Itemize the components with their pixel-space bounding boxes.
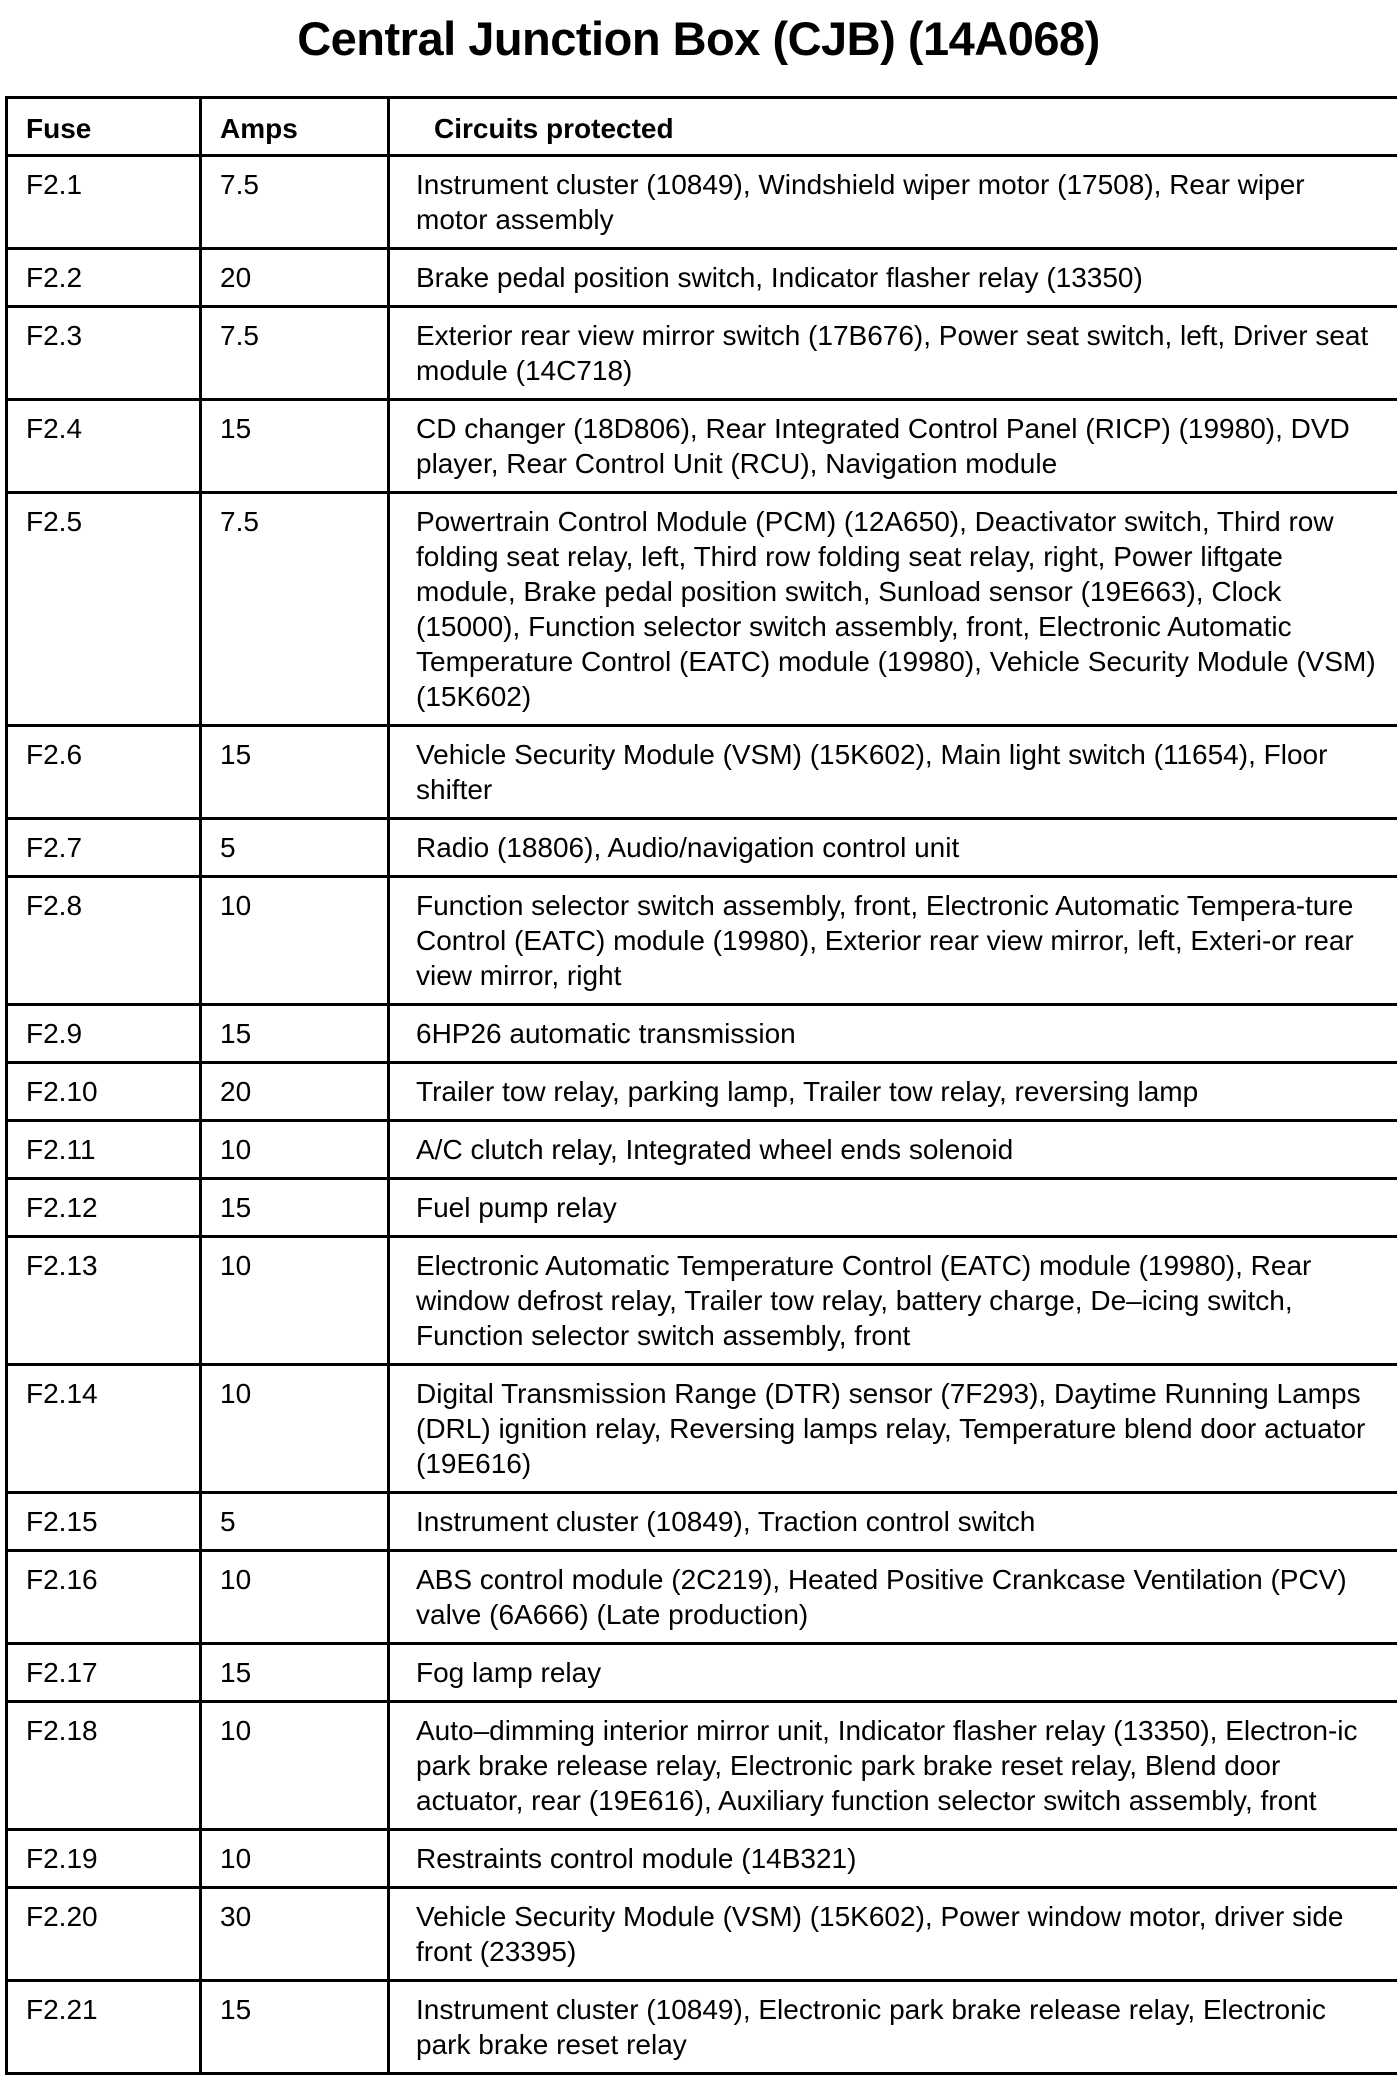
table-body (7, 156, 1397, 2074)
amps-cell: 5 (201, 1493, 389, 1551)
table-row (7, 1888, 1397, 1981)
circuits-cell: Restraints control module (14B321) (389, 1830, 1397, 1888)
circuits-cell: Trailer tow relay, parking lamp, Trailer tow relay, reversing lamp (389, 1063, 1397, 1121)
table-row (7, 249, 1397, 307)
table-row (7, 819, 1397, 877)
fuse-cell: F2.16 (7, 1551, 201, 1644)
amps-cell: 30 (201, 1888, 389, 1981)
table-row (7, 400, 1397, 493)
table-row (7, 1179, 1397, 1237)
table-row (7, 1551, 1397, 1644)
fuse-cell: F2.13 (7, 1237, 201, 1365)
table-row (7, 1981, 1397, 2074)
table-row (7, 1063, 1397, 1121)
fuse-cell: F2.9 (7, 1005, 201, 1063)
page-title: Central Junction Box (CJB) (14A068) (0, 4, 1397, 74)
table-row (7, 1830, 1397, 1888)
circuits-cell: Exterior rear view mirror switch (17B676), Power seat switch, left, Driver seat module (14C718) (389, 307, 1397, 400)
circuits-cell: Instrument cluster (10849), Traction control switch (389, 1493, 1397, 1551)
fuse-cell: F2.10 (7, 1063, 201, 1121)
header-circuits: Circuits protected (389, 98, 1397, 156)
amps-cell: 15 (201, 1005, 389, 1063)
circuits-cell: Instrument cluster (10849), Windshield wiper motor (17508), Rear wiper motor assembly (389, 156, 1397, 249)
table-row (7, 1644, 1397, 1702)
fuse-cell: F2.20 (7, 1888, 201, 1981)
fuse-cell: F2.5 (7, 493, 201, 726)
table-row (7, 1365, 1397, 1493)
amps-cell: 7.5 (201, 307, 389, 400)
circuits-cell: Fuel pump relay (389, 1179, 1397, 1237)
table-row (7, 307, 1397, 400)
fuse-cell: F2.2 (7, 249, 201, 307)
amps-cell: 10 (201, 1551, 389, 1644)
table-header-row (7, 98, 1397, 156)
table-row (7, 726, 1397, 819)
circuits-cell: Radio (18806), Audio/navigation control unit (389, 819, 1397, 877)
circuits-cell: CD changer (18D806), Rear Integrated Control Panel (RICP) (19980), DVD player, Rear Control Unit (RCU), Navigation module (389, 400, 1397, 493)
circuits-cell: ABS control module (2C219), Heated Positive Crankcase Ventilation (PCV) valve (6A666) (Late production) (389, 1551, 1397, 1644)
fuse-cell: F2.8 (7, 877, 201, 1005)
circuits-cell: Auto–dimming interior mirror unit, Indicator flasher relay (13350), Electron-ic park brake release relay, Electronic park brake reset relay, Blend door actuator, rear (19E616), Auxiliary function selector switch assembly, front (389, 1702, 1397, 1830)
fuse-cell: F2.18 (7, 1702, 201, 1830)
amps-cell: 10 (201, 877, 389, 1005)
table-row (7, 1702, 1397, 1830)
table-row (7, 1237, 1397, 1365)
amps-cell: 10 (201, 1830, 389, 1888)
amps-cell: 15 (201, 400, 389, 493)
amps-cell: 10 (201, 1365, 389, 1493)
circuits-cell: Instrument cluster (10849), Electronic park brake release relay, Electronic park brake reset relay (389, 1981, 1397, 2074)
fuse-table (5, 96, 1397, 2075)
fuse-cell: F2.3 (7, 307, 201, 400)
circuits-cell: Function selector switch assembly, front, Electronic Automatic Tempera-ture Control (EATC) module (19980), Exterior rear view mirror, left, Exteri-or rear view mirror, right (389, 877, 1397, 1005)
fuse-cell: F2.12 (7, 1179, 201, 1237)
fuse-cell: F2.15 (7, 1493, 201, 1551)
amps-cell: 10 (201, 1237, 389, 1365)
amps-cell: 10 (201, 1702, 389, 1830)
amps-cell: 10 (201, 1121, 389, 1179)
amps-cell: 7.5 (201, 493, 389, 726)
circuits-cell: 6HP26 automatic transmission (389, 1005, 1397, 1063)
circuits-cell: Vehicle Security Module (VSM) (15K602), Main light switch (11654), Floor shifter (389, 726, 1397, 819)
circuits-cell: A/C clutch relay, Integrated wheel ends solenoid (389, 1121, 1397, 1179)
amps-cell: 15 (201, 1981, 389, 2074)
circuits-cell: Digital Transmission Range (DTR) sensor (7F293), Daytime Running Lamps (DRL) ignition relay, Reversing lamps relay, Temperature blend door actuator (19E616) (389, 1365, 1397, 1493)
amps-cell: 7.5 (201, 156, 389, 249)
header-fuse: Fuse (7, 98, 201, 156)
table-row (7, 1005, 1397, 1063)
amps-cell: 20 (201, 249, 389, 307)
table-row (7, 493, 1397, 726)
amps-cell: 15 (201, 1644, 389, 1702)
circuits-cell: Powertrain Control Module (PCM) (12A650), Deactivator switch, Third row folding seat relay, left, Third row folding seat relay, right, Power liftgate module, Brake pedal position switch, Sunload sensor (19E663), Clock (15000), Function selector switch assembly, front, Electronic Automatic Temperature Control (EATC) module (19980), Vehicle Security Module (VSM) (15K602) (389, 493, 1397, 726)
table-row (7, 156, 1397, 249)
fuse-cell: F2.11 (7, 1121, 201, 1179)
circuits-cell: Vehicle Security Module (VSM) (15K602), Power window motor, driver side front (23395) (389, 1888, 1397, 1981)
amps-cell: 20 (201, 1063, 389, 1121)
fuse-cell: F2.6 (7, 726, 201, 819)
table-row (7, 1121, 1397, 1179)
table-row (7, 1493, 1397, 1551)
fuse-cell: F2.1 (7, 156, 201, 249)
header-amps: Amps (201, 98, 389, 156)
fuse-cell: F2.19 (7, 1830, 201, 1888)
amps-cell: 15 (201, 1179, 389, 1237)
fuse-cell: F2.17 (7, 1644, 201, 1702)
fuse-cell: F2.21 (7, 1981, 201, 2074)
fuse-cell: F2.7 (7, 819, 201, 877)
circuits-cell: Fog lamp relay (389, 1644, 1397, 1702)
circuits-cell: Brake pedal position switch, Indicator flasher relay (13350) (389, 249, 1397, 307)
fuse-cell: F2.14 (7, 1365, 201, 1493)
amps-cell: 15 (201, 726, 389, 819)
fuse-cell: F2.4 (7, 400, 201, 493)
amps-cell: 5 (201, 819, 389, 877)
circuits-cell: Electronic Automatic Temperature Control (EATC) module (19980), Rear window defrost relay, Trailer tow relay, battery charge, De–icing switch, Function selector switch assembly, front (389, 1237, 1397, 1365)
table-row (7, 877, 1397, 1005)
